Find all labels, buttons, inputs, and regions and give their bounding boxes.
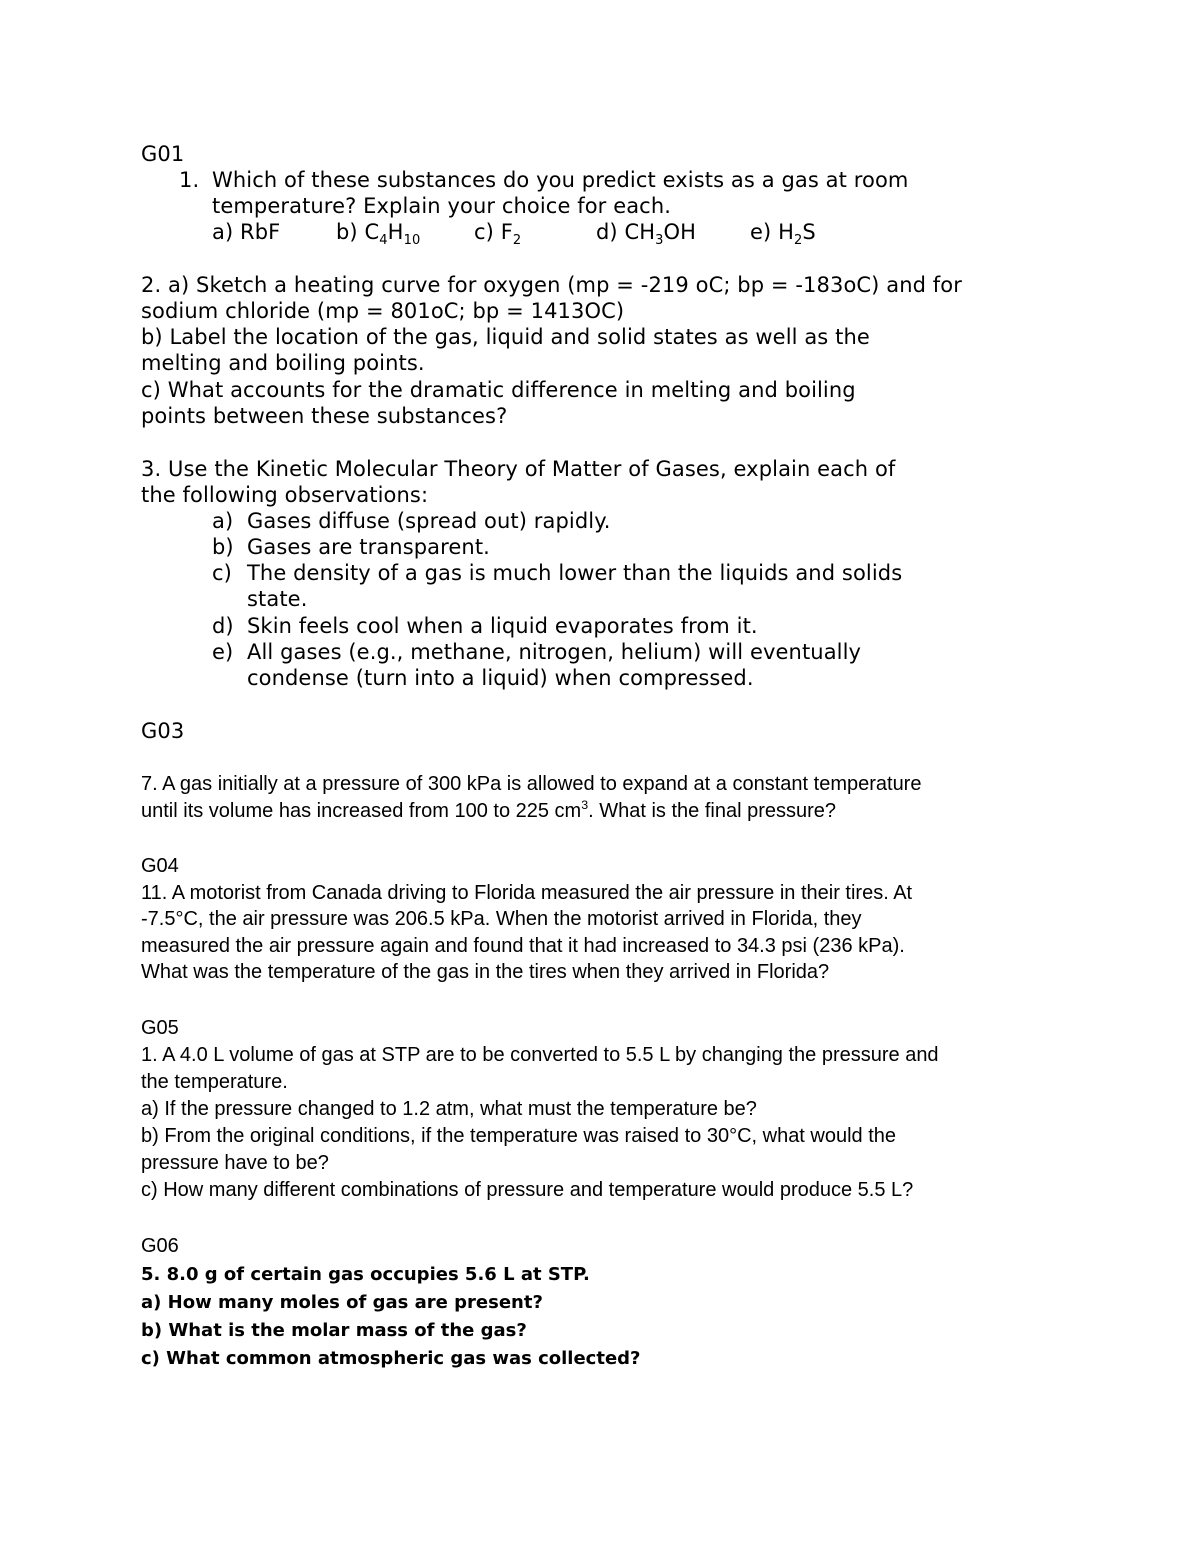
- section-code: G01: [141, 142, 185, 166]
- item-text: state.: [247, 587, 308, 611]
- question-text: pressure have to be?: [141, 1152, 329, 1174]
- item-text: All gases (e.g., methane, nitrogen, helium) will eventually: [247, 640, 862, 664]
- question-text: 1. A 4.0 L volume of gas at STP are to be converted to 5.5 L by changing the pressure and: [141, 1044, 939, 1066]
- question-text: until its volume has increased from 100 to 225 cm3. What is the final pressure?: [141, 798, 837, 822]
- item-text: condense (turn into a liquid) when compressed.: [247, 666, 754, 690]
- question-text: -7.5°C, the air pressure was 206.5 kPa. When the motorist arrived in Florida, they: [141, 908, 862, 930]
- item-text: Gases are transparent.: [247, 535, 490, 559]
- formula-subscript: 3: [655, 233, 664, 248]
- question-text: temperature? Explain your choice for each.: [212, 194, 672, 218]
- question-text: c) How many different combinations of pressure and temperature would produce 5.5 L?: [141, 1179, 914, 1201]
- formula-subscript: 2: [794, 233, 803, 248]
- question-text: sodium chloride (mp = 801oC; bp = 1413OC): [141, 299, 625, 323]
- question-text: b) Label the location of the gas, liquid and solid states as well as the: [141, 325, 870, 349]
- item-text: The density of a gas is much lower than the liquids and solids: [247, 561, 903, 585]
- formula-subscript: 4: [379, 233, 388, 248]
- formula-subscript: 2: [512, 233, 522, 248]
- question-text: points between these substances?: [141, 404, 508, 428]
- question-text: c) What common atmospheric gas was collected?: [141, 1348, 641, 1369]
- question-text: b) From the original conditions, if the temperature was raised to 30°C, what would the: [141, 1125, 897, 1147]
- formula-text: OH: [663, 220, 697, 244]
- question-text: the following observations:: [141, 483, 429, 507]
- option-label: b): [336, 220, 365, 244]
- option-label: e): [750, 220, 779, 244]
- question-text: What was the temperature of the gas in the tires when they arrived in Florida?: [141, 961, 830, 983]
- question-text: Which of these substances do you predict exists as a gas at room: [212, 168, 909, 192]
- formula-text: H: [778, 220, 794, 244]
- question-text: measured the air pressure again and found that it had increased to 34.3 psi (236 kPa).: [141, 935, 905, 957]
- question-text: melting and boiling points.: [141, 351, 425, 375]
- answer-option: [212, 220, 280, 244]
- section-code: G04: [141, 855, 179, 877]
- question-text: a) How many moles of gas are present?: [141, 1292, 543, 1313]
- question-text: 5. 8.0 g of certain gas occupies 5.6 L at STP.: [141, 1264, 590, 1285]
- formula-text: H: [387, 220, 404, 244]
- answer-option: [750, 220, 816, 248]
- answer-option: [596, 220, 697, 248]
- section-code: G05: [141, 1017, 179, 1039]
- question-text: 2. a) Sketch a heating curve for oxygen (mp = -219 oC; bp = -183oC) and for: [141, 273, 962, 297]
- question-text: b) What is the molar mass of the gas?: [141, 1320, 527, 1341]
- formula-text: CH: [624, 220, 656, 244]
- answer-option: [336, 220, 421, 248]
- option-label: d): [596, 220, 625, 244]
- question-text: 3. Use the Kinetic Molecular Theory of Matter of Gases, explain each of: [141, 457, 896, 481]
- section-code: G03: [141, 719, 185, 743]
- answer-option: [474, 220, 522, 248]
- question-text: 11. A motorist from Canada driving to Florida measured the air pressure in their tires. At: [141, 882, 913, 904]
- question-number: 1.: [179, 168, 200, 192]
- question-text: the temperature.: [141, 1071, 288, 1093]
- formula-text: F: [500, 220, 513, 244]
- question-text: a) If the pressure changed to 1.2 atm, what must the temperature be?: [141, 1098, 757, 1120]
- item-label: d): [212, 614, 234, 638]
- formula-text: C: [364, 220, 380, 244]
- formula-subscript: 10: [403, 233, 421, 248]
- item-text: Skin feels cool when a liquid evaporates from it.: [247, 614, 758, 638]
- section-code: G06: [141, 1235, 179, 1257]
- question-text: c) What accounts for the dramatic difference in melting and boiling: [141, 378, 856, 402]
- question-text: 7. A gas initially at a pressure of 300 kPa is allowed to expand at a constant temperature: [141, 773, 922, 795]
- item-text: Gases diffuse (spread out) rapidly.: [247, 509, 611, 533]
- item-label: a): [212, 509, 234, 533]
- item-label: e): [212, 640, 234, 664]
- option-label: c): [474, 220, 501, 244]
- option-label: a): [212, 220, 241, 244]
- item-label: b): [212, 535, 234, 559]
- formula-text: RbF: [240, 220, 281, 244]
- formula-text: S: [802, 220, 816, 244]
- item-label: c): [212, 561, 232, 585]
